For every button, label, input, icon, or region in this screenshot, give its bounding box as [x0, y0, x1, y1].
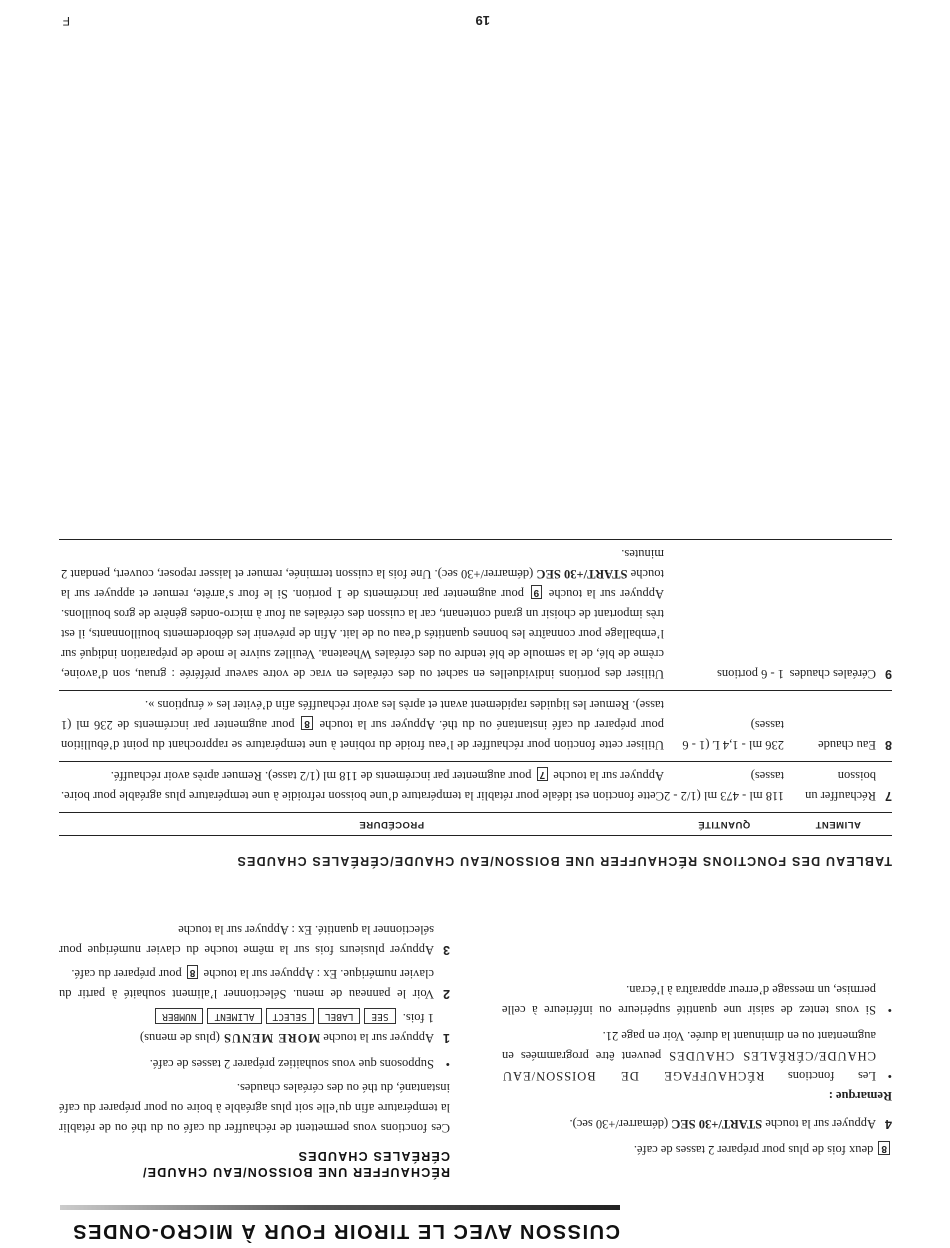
note-1: • Les fonctions RÉCHAUFFAGE DE BOISSON/EAU CHAUDE/CÉRÉALES CHAUDES peuvent être programmées en augmentant ou en diminuant la durée. Voir en page 21.	[501, 1029, 892, 1083]
page-header-title: CUISSON AVEC LE TIROIR FOUR À MICRO-ONDES	[71, 1220, 620, 1242]
display-label: LABEL	[318, 1008, 361, 1024]
step-4: 4 Appuyer sur la touche START/+30 SEC (démarrer/+30 sec).	[569, 1117, 892, 1131]
table-row: 7 Réchauffer un boisson 118 ml - 473 ml (1/2 - 2 tasses) Cette fonction est idéale pour rétablir la température d’une boisson refroidie à une température plus agréable pour boire. Appuyer sur la touche 7 pour augmenter par incréments de 118 ml (1/2 tasse). Remuer après avoir réchauffé.	[59, 761, 892, 812]
step-1: 1 Appuyer sur la touche MORE MENUS (plus de menus) 1 fois. SEELABELSELECTALIMENTNUMBER	[59, 1008, 450, 1048]
table-row: 8 Eau chaude 236 ml - 1,4 L (1 - 6 tasses) Utiliser cette fonction pour réchauffer de l’eau froide du robinet à une température se rapprochant du point d’ébullition pour préparer du café instantané ou du thé. Appuyer sur la touche 8 pour augmenter par incréments de 236 ml (1 tasse). Remuer les liquides rapidement avant et après les avoir réchauffés afin d’éviter les « éruptions ».	[59, 690, 892, 761]
key-8-icon: 8	[878, 1141, 890, 1155]
intro-text: Ces fonctions vous permettent de réchauffer du café ou du thé ou de rétablir la température afin qu’elle soit plus agréable à boire ou pour préparer du café instantané, du thé ou des céréales chaudes.	[59, 1081, 450, 1135]
display-aliment: ALIMENT	[207, 1008, 261, 1024]
table-row: 9 Céréales chaudes 1 - 6 portions Utiliser des portions individuelles en sachet ou des céréales en vrac de votre saveur préférée : gruau, son d’avoine, crème de blé, de la semoule de blé tendre ou des céréales Wheatena. Veuillez suivre le mode de préparation indiqué sur l’emballage pour connaître les bonnes quantités d’eau ou de lait. Afin de prévenir les débordements bouillonnants, il est très important de choisir un grand contenant, car la cuisson des céréales au four à micro-ondes génère de gros bouillons. Appuyer sur la touche 9 pour augmenter par incréments de 1 portion. Si le four s’arrête, remuer et appuyer sur la touche START/+30 SEC (démarrer/+30 sec). Une fois la cuisson terminée, remuer et laisser reposer, couvert, pendant 2 minutes.	[59, 539, 892, 690]
display-number: NUMBER	[155, 1008, 203, 1024]
key-9-icon: 9	[531, 585, 543, 599]
key-8-icon: 8	[301, 716, 313, 730]
display-select: SELECT	[266, 1008, 314, 1024]
step-3: 3 Appuyer plusieurs fois sur la même touche du clavier numérique pour sélectionner la quantité. Ex : Appuyer sur la touche	[59, 923, 450, 957]
col-header-food: ALIMENT	[815, 819, 861, 830]
header-divider	[60, 1205, 620, 1210]
key-7-icon: 7	[537, 767, 549, 781]
left-column	[59, 920, 450, 1180]
step-3-continued: 8 deux fois de plus pour préparer 2 tasses de café.	[502, 1140, 892, 1160]
note-2: • Si vous tentez de saisir une quantité supérieure ou inférieure à celle permise, un message d’erreur apparaîtra à l’écran.	[502, 983, 892, 1017]
note-title: Remarque :	[828, 1089, 892, 1103]
table-title: TABLEAU DES FONCTIONS RÉCHAUFFER UNE BOISSON/EAU CHAUDE/CÉRÉALES CHAUDES	[236, 854, 892, 868]
page-number: 19	[475, 13, 490, 28]
functions-table	[59, 539, 892, 870]
language-marker: F	[62, 14, 70, 28]
right-column-content	[502, 980, 892, 1160]
display-see: SEE	[364, 1008, 395, 1024]
key-8-icon: 8	[187, 965, 199, 979]
step-2: 2 Voir le panneau de menu. Sélectionner l’aliment souhaité à partir du clavier numérique. Ex : Appuyer sur la touche 8 pour préparer du café.	[59, 967, 450, 1001]
example-bullet: • Supposons que vous souhaitiez préparer 2 tasses de café.	[149, 1057, 450, 1071]
col-header-quantity: QUANTITÉ	[697, 819, 751, 830]
col-header-procedure: PROCÉDURE	[358, 819, 425, 830]
section-title: RÉCHAUFFER UNE BOISSON/EAU CHAUDE/ CÉRÉALES CHAUDES	[141, 1149, 450, 1179]
table-header	[59, 812, 892, 836]
